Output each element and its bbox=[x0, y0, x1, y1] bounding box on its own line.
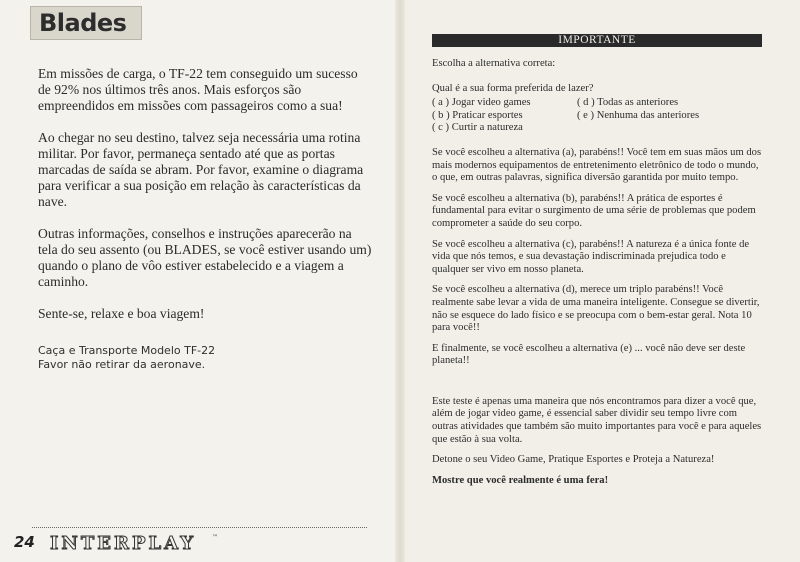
quiz-question: Qual é a sua forma preferida de lazer? bbox=[432, 82, 594, 94]
left-body-text bbox=[38, 66, 373, 338]
answer-a: Se você escolheu a alternativa (a), parabéns!! Você tem em suas mãos um dos mais modernos equipamentos de entretenimento eletrônico de todo o mundo, o que, em outras palavras, significa diversão garantida por muito tempo. bbox=[432, 146, 762, 184]
option-empty bbox=[577, 122, 762, 135]
book-gutter bbox=[395, 0, 405, 562]
answer-b: Se você escolheu a alternativa (b), parabéns!! A prática de esportes é fundamental para evitar o surgimento de uma série de problemas que podem comprometer a saúde do seu corpo. bbox=[432, 192, 756, 229]
closing-slogan: Detone o seu Video Game, Pratique Esportes e Proteja a Natureza! bbox=[432, 454, 715, 466]
quiz-options bbox=[432, 97, 762, 135]
option-b: ( b ) Praticar esportes bbox=[432, 109, 523, 121]
quiz-section bbox=[432, 58, 762, 495]
closing-paragraph: Este teste é apenas uma maneira que nós encontramos para dizer a você que, além de jogar video game, é essencial saber dividir seu tempo livre com outras atividades que também são muito importantes para você e para aqueles que estão à sua volta. bbox=[432, 395, 762, 445]
quiz-instruction: Escolha a alternativa correta: bbox=[432, 58, 556, 69]
caption-line: Caça e Transporte Modelo TF-22 bbox=[38, 344, 216, 357]
interplay-logo: INTERPLAY bbox=[50, 533, 197, 554]
answer-c: Se você escolheu a alternativa (c), parabéns!! A natureza é a única fonte de vida que nós temos, e sua devastação indiscriminada prejudica todo e qualquer ser vivo em nosso planeta. bbox=[432, 238, 750, 275]
footer-rule bbox=[32, 527, 367, 528]
paragraph: Outras informações, conselhos e instruções aparecerão na tela do seu assento (ou BLADES, se você estiver usando um) quando o plano de vôo estiver estabelecido e a viagem a caminho. bbox=[38, 226, 372, 289]
aircraft-caption bbox=[38, 344, 338, 372]
important-banner: IMPORTANTE bbox=[432, 34, 762, 47]
trademark-mark: ™ bbox=[212, 534, 218, 541]
blades-title: Blades bbox=[30, 6, 142, 40]
option-d: ( d ) Todas as anteriores bbox=[577, 97, 679, 109]
paragraph: Sente-se, relaxe e boa viagem! bbox=[38, 306, 205, 321]
page-number: 24 bbox=[14, 533, 35, 551]
option-a: ( a ) Jogar video games bbox=[432, 97, 531, 109]
answer-d: Se você escolheu a alternativa (d), merece um triplo parabéns!! Você realmente sabe levar a vida de uma maneira inteligente. Consegue se divertir, não se esquece do lado físico e se preocupa com o bem-estar geral. Nota 10 para você!! bbox=[432, 284, 760, 334]
answer-e: E finalmente, se você escolheu a alternativa (e) ... você não deve ser deste planeta!! bbox=[432, 342, 746, 367]
paragraph: Em missões de carga, o TF-22 tem conseguido um sucesso de 92% nos últimos três anos. Mais esforços são empreendidos em missões com passageiros como a sua! bbox=[38, 66, 358, 113]
option-c: ( c ) Curtir a natureza bbox=[432, 122, 523, 134]
closing-final: Mostre que você realmente é uma fera! bbox=[432, 474, 609, 486]
paragraph: Ao chegar no seu destino, talvez seja necessária uma rotina militar. Por favor, permaneça sentado até que as portas marcadas de saída se abram. Por favor, examine o diagrama para verificar a sua posição em relação às características da nave. bbox=[38, 130, 364, 209]
option-e: ( e ) Nenhuma das anteriores bbox=[577, 109, 700, 121]
caption-line: Favor não retirar da aeronave. bbox=[38, 358, 206, 371]
